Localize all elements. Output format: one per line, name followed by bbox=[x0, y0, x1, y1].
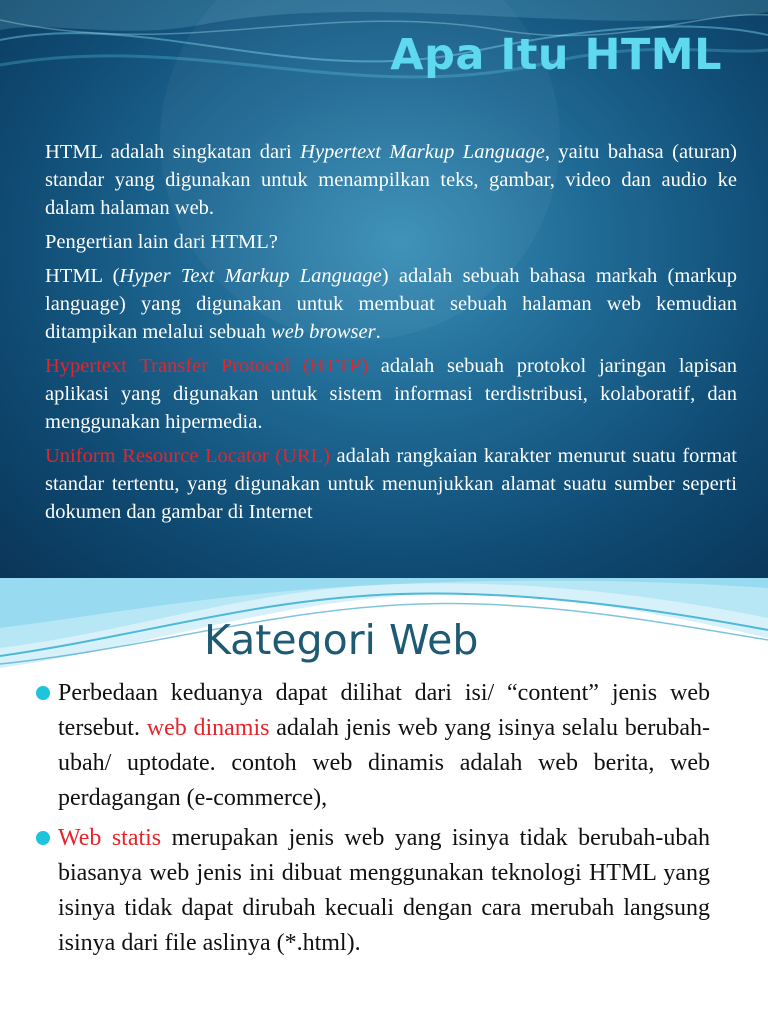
bullet-icon bbox=[36, 831, 50, 845]
highlight-term: Hypertext Transfer Protocol (HTTP) bbox=[45, 355, 368, 377]
text: ) adalah sebuah bahasa markah (markup language) yang digunakan untuk membuat sebuah halaman web kemudian ditampikan melalui sebuah bbox=[45, 265, 737, 343]
paragraph-html-alt-definition bbox=[45, 262, 737, 346]
paragraph-question bbox=[45, 228, 737, 256]
bullet-icon bbox=[36, 686, 50, 700]
paragraph-url bbox=[45, 442, 737, 526]
highlight-term: web dinamis bbox=[146, 715, 270, 741]
text: adalah sebuah protokol jaringan lapisan aplikasi yang digunakan untuk sistem informasi terdistribusi, kolaboratif, dan menggunakan hipermedia. bbox=[45, 355, 737, 433]
text: Perbedaan keduanya dapat dilihat dari isi/ “content” jenis web tersebut. bbox=[58, 680, 710, 741]
italic-text: web browser bbox=[271, 321, 376, 343]
text: merupakan jenis web yang isinya tidak berubah-ubah biasanya web jenis ini dibuat menggunakan teknologi HTML yang isinya tidak dapat dirubah kecuali dengan cara merubah langsung isinya dari file aslinya (*.html). bbox=[58, 825, 711, 956]
text: Pengertian lain dari HTML? bbox=[45, 231, 278, 253]
text: adalah rangkaian karakter menurut suatu format standar tertentu, yang digunakan untuk menunjukkan alamat suatu sumber seperti dokumen dan gambar di Internet bbox=[45, 445, 737, 523]
paragraph-http bbox=[45, 352, 737, 436]
paragraph-html-definition bbox=[45, 138, 737, 222]
text: HTML adalah singkatan dari bbox=[45, 141, 301, 163]
bullet-list bbox=[34, 676, 710, 966]
italic-text: Hyper Text Markup Language bbox=[119, 265, 382, 287]
list-item bbox=[34, 821, 710, 961]
list-item bbox=[34, 676, 710, 816]
italic-text: Hypertext Markup Language bbox=[300, 141, 545, 163]
text: . bbox=[375, 321, 381, 343]
slide-title: Kategori Web bbox=[204, 616, 479, 664]
slide-kategori-web bbox=[0, 578, 768, 1024]
highlight-term: Uniform Resource Locator (URL) bbox=[45, 445, 330, 467]
slide-body bbox=[45, 138, 737, 532]
text: , yaitu bahasa (aturan) standar yang digunakan untuk menampilkan teks, gambar, video dan audio ke dalam halaman web. bbox=[45, 141, 737, 219]
text: adalah jenis web yang isinya selalu berubah-ubah/ uptodate. contoh web dinamis adalah web berita, web perdagangan (e-commerce), bbox=[58, 715, 710, 811]
slide-title: Apa Itu HTML bbox=[390, 30, 722, 80]
text: HTML ( bbox=[45, 265, 120, 287]
highlight-term: Web statis bbox=[58, 825, 162, 851]
